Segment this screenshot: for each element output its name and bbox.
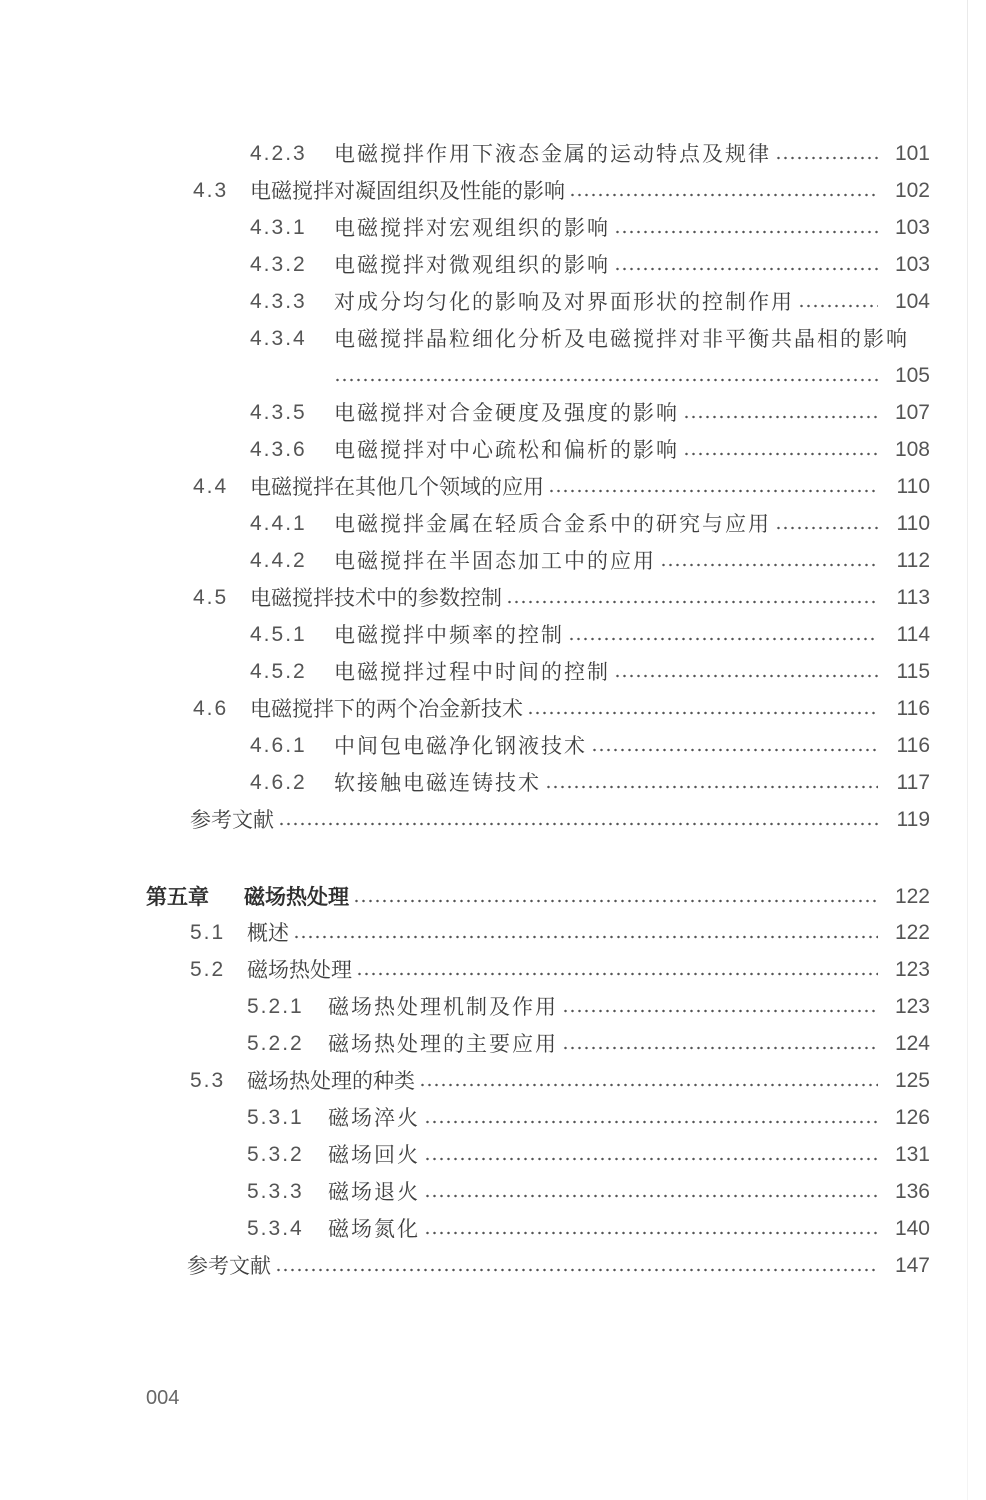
toc-entry — [247, 1213, 930, 1243]
dot-leader — [278, 821, 878, 827]
section-title: 概述 — [247, 921, 289, 945]
dot-leader — [568, 636, 878, 642]
dot-leader — [775, 525, 878, 531]
section-title: 磁场回火 — [328, 1143, 420, 1167]
chapter-number: 第五章 — [146, 885, 209, 909]
section-title: 磁场退火 — [328, 1180, 420, 1204]
page-number: 123 — [894, 995, 930, 1018]
section-number: 5.3.1 — [247, 1106, 304, 1129]
dot-leader — [775, 155, 878, 161]
page-number: 107 — [894, 401, 930, 424]
section-number: 4.4.1 — [250, 512, 307, 535]
dot-leader — [527, 710, 878, 716]
section-title: 软接触电磁连铸技术 — [334, 771, 541, 795]
page-number: 108 — [894, 438, 930, 461]
toc-entry — [250, 619, 930, 649]
toc-entry — [250, 767, 930, 797]
section-title: 电磁搅拌对中心疏松和偏析的影响 — [334, 438, 679, 462]
toc-entry-references — [190, 804, 930, 834]
toc-entry — [247, 1028, 930, 1058]
section-title: 电磁搅拌在半固态加工中的应用 — [334, 549, 656, 573]
section-title: 电磁搅拌对凝固组织及性能的影响 — [250, 179, 565, 203]
section-number: 5.2.1 — [247, 995, 304, 1018]
dot-leader — [562, 1008, 878, 1014]
section-title: 电磁搅拌金属在轻质合金系中的研究与应用 — [334, 512, 771, 536]
page-number: 112 — [896, 549, 930, 572]
section-number: 5.2.2 — [247, 1032, 304, 1055]
page-number: 116 — [896, 734, 930, 757]
page-number: 123 — [894, 958, 930, 981]
page-number: 114 — [896, 623, 930, 646]
page-number: 110 — [896, 512, 930, 535]
section-number: 4.3 — [193, 179, 229, 202]
page-number: 131 — [894, 1143, 930, 1166]
section-number: 5.1 — [190, 921, 226, 944]
dot-leader — [353, 898, 878, 904]
dot-leader — [683, 451, 878, 457]
section-number: 5.3.2 — [247, 1143, 304, 1166]
dot-leader — [334, 377, 878, 383]
toc-entry — [193, 693, 930, 723]
section-number: 5.3 — [190, 1069, 226, 1092]
section-number: 4.3.1 — [250, 216, 307, 239]
toc-entry — [247, 1102, 930, 1132]
toc-entry — [250, 730, 930, 760]
dot-leader — [798, 303, 878, 309]
dot-leader — [660, 562, 878, 568]
page-number: 126 — [894, 1106, 930, 1129]
toc-entry — [250, 323, 930, 353]
section-number: 4.3.6 — [250, 438, 307, 461]
section-number: 4.4 — [193, 475, 229, 498]
toc-entry — [193, 582, 930, 612]
section-title: 电磁搅拌晶粒细化分析及电磁搅拌对非平衡共晶相的影响 — [334, 327, 909, 351]
page-number: 101 — [894, 142, 930, 165]
dot-leader — [591, 747, 878, 753]
dot-leader — [356, 971, 878, 977]
page-number: 104 — [894, 290, 930, 313]
toc-entry — [193, 175, 930, 205]
page-number: 115 — [896, 660, 930, 683]
page-number: 105 — [894, 364, 930, 387]
page-number: 136 — [894, 1180, 930, 1203]
section-title: 中间包电磁净化钢液技术 — [334, 734, 587, 758]
toc-entry — [190, 1065, 930, 1095]
dot-leader — [614, 673, 878, 679]
section-title: 电磁搅拌中频率的控制 — [334, 623, 564, 647]
section-title: 电磁搅拌作用下液态金属的运动特点及规律 — [334, 142, 771, 166]
section-number: 4.5.1 — [250, 623, 307, 646]
section-number: 5.2 — [190, 958, 226, 981]
page-folio: 004 — [146, 1387, 180, 1409]
section-title: 电磁搅拌对微观组织的影响 — [334, 253, 610, 277]
page-number: 140 — [894, 1217, 930, 1240]
section-title: 磁场热处理 — [247, 958, 352, 982]
page-number: 110 — [896, 475, 930, 498]
section-number: 4.3.5 — [250, 401, 307, 424]
section-title: 磁场热处理机制及作用 — [328, 995, 558, 1019]
toc-entry — [250, 138, 930, 168]
page-number: 116 — [896, 697, 930, 720]
section-number: 4.4.2 — [250, 549, 307, 572]
section-number: 4.3.3 — [250, 290, 307, 313]
toc-entry — [190, 954, 930, 984]
toc-entry — [250, 212, 930, 242]
toc-entry — [247, 1176, 930, 1206]
page-number: 103 — [894, 253, 930, 276]
page-number: 122 — [894, 921, 930, 944]
section-number: 5.3.4 — [247, 1217, 304, 1240]
section-number: 4.5 — [193, 586, 229, 609]
page-number: 117 — [896, 771, 930, 794]
section-title: 磁场氮化 — [328, 1217, 420, 1241]
page-edge — [967, 0, 968, 1500]
page-number: 103 — [894, 216, 930, 239]
toc-entry — [247, 991, 930, 1021]
section-number: 5.3.3 — [247, 1180, 304, 1203]
section-title: 电磁搅拌过程中时间的控制 — [334, 660, 610, 684]
toc-entry — [247, 1139, 930, 1169]
dot-leader — [424, 1119, 878, 1125]
page-number: 125 — [894, 1069, 930, 1092]
dot-leader — [275, 1267, 878, 1273]
section-number: 4.6.2 — [250, 771, 307, 794]
dot-leader — [548, 488, 878, 494]
section-title: 对成分均匀化的影响及对界面形状的控制作用 — [334, 290, 794, 314]
page-number: 119 — [896, 808, 930, 831]
page-number: 102 — [894, 179, 930, 202]
toc-entry — [250, 249, 930, 279]
toc-entry — [250, 286, 930, 316]
section-title: 电磁搅拌对宏观组织的影响 — [334, 216, 610, 240]
references-title: 参考文献 — [187, 1254, 271, 1278]
dot-leader — [506, 599, 878, 605]
section-number: 4.2.3 — [250, 142, 307, 165]
references-title: 参考文献 — [190, 808, 274, 832]
page-number: 122 — [894, 885, 930, 908]
section-title: 磁场淬火 — [328, 1106, 420, 1130]
page-number: 124 — [894, 1032, 930, 1055]
section-title: 磁场热处理的种类 — [247, 1069, 415, 1093]
section-title: 电磁搅拌在其他几个领域的应用 — [250, 475, 544, 499]
toc-entry-continuation — [334, 360, 930, 390]
dot-leader — [424, 1193, 878, 1199]
dot-leader — [562, 1045, 878, 1051]
dot-leader — [569, 192, 878, 198]
section-number: 4.3.4 — [250, 327, 307, 350]
dot-leader — [419, 1082, 878, 1088]
toc-entry — [250, 545, 930, 575]
section-title: 电磁搅拌对合金硬度及强度的影响 — [334, 401, 679, 425]
section-number: 4.3.2 — [250, 253, 307, 276]
dot-leader — [424, 1156, 878, 1162]
section-title: 磁场热处理的主要应用 — [328, 1032, 558, 1056]
toc-entry — [190, 917, 930, 947]
toc-entry — [250, 397, 930, 427]
section-number: 4.5.2 — [250, 660, 307, 683]
page-number: 147 — [894, 1254, 930, 1277]
toc-entry — [250, 508, 930, 538]
toc-chapter-entry — [146, 879, 930, 911]
dot-leader — [614, 229, 878, 235]
page-number: 113 — [896, 586, 930, 609]
section-title: 电磁搅拌技术中的参数控制 — [250, 586, 502, 610]
chapter-title: 磁场热处理 — [244, 885, 349, 909]
toc-entry-references — [187, 1250, 930, 1280]
dot-leader — [614, 266, 878, 272]
dot-leader — [683, 414, 878, 420]
section-number: 4.6 — [193, 697, 229, 720]
toc-entry — [250, 656, 930, 686]
section-number: 4.6.1 — [250, 734, 307, 757]
toc-entry — [250, 434, 930, 464]
section-title: 电磁搅拌下的两个冶金新技术 — [250, 697, 523, 721]
dot-leader — [424, 1230, 878, 1236]
toc-entry — [193, 471, 930, 501]
dot-leader — [545, 784, 878, 790]
dot-leader — [293, 934, 878, 940]
